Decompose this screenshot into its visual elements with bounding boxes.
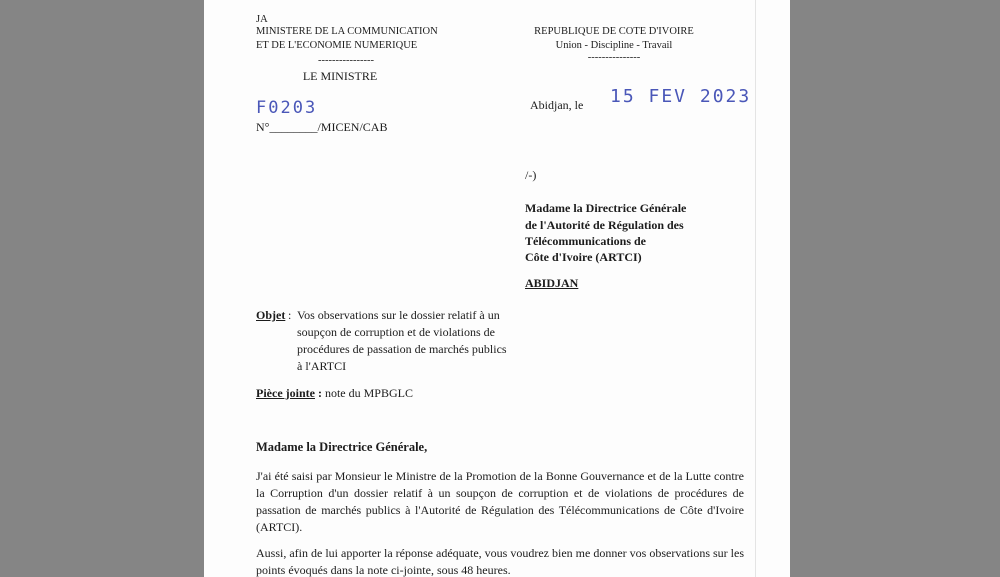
initials: JA [256, 14, 268, 25]
date-place: Abidjan, le [530, 98, 584, 112]
attachment-colon: : [314, 386, 322, 400]
subject-line-2: soupçon de corruption et de violations de [297, 325, 495, 339]
republic-motto: Union - Discipline - Travail [555, 40, 673, 51]
header-right-divider: --------------- [587, 52, 641, 63]
letter-page [204, 0, 790, 577]
addressee-line-2: de l'Autorité de Régulation des [525, 218, 684, 232]
subject-colon: : [288, 308, 292, 322]
reference-line: N°________/MICEN/CAB [256, 120, 388, 134]
header-left-divider: ---------------- [318, 55, 374, 66]
subject-line-3: procédures de passation de marchés publics [297, 342, 507, 356]
reference-stamp: F0203 [256, 98, 318, 118]
addressee-line-4: Côte d'Ivoire (ARTCI) [525, 250, 642, 264]
minister-title: LE MINISTRE [302, 69, 378, 83]
attachment-line [256, 386, 413, 401]
republic-name: REPUBLIQUE DE COTE D'IVOIRE [534, 26, 694, 37]
attachment-label: Pièce jointe [256, 386, 315, 400]
salutation: Madame la Directrice Générale, [256, 440, 428, 454]
subject-line-1: Vos observations sur le dossier relatif à un [297, 308, 500, 322]
addressee-line-1: Madame la Directrice Générale [525, 201, 687, 215]
addressee-line-3: Télécommunications de [525, 234, 646, 248]
ministry-line-1: MINISTERE DE LA COMMUNICATION [256, 26, 438, 37]
date-stamp: 15 FEV 2023 [610, 86, 752, 107]
addressee-city: ABIDJAN [525, 276, 579, 290]
subject-line-4: à l'ARTCI [297, 359, 347, 373]
body-paragraph-1: J'ai été saisi par Monsieur le Ministre de la Promotion de la Bonne Gouvernance et de la Lutte contre la Corruption d'un dossier relatif à un soupçon de corruption et de violations de procédures de passation de marchés publics à l'Autorité de Régulation des Télécommunications de Côte d'Ivoire (ARTCI). [256, 469, 744, 534]
addressee-mark: /-) [525, 168, 537, 182]
subject-label: Objet [256, 308, 286, 322]
body-paragraph-2: Aussi, afin de lui apporter la réponse adéquate, vous voudrez bien me donner vos observations sur les points évoqués dans la note ci-jointe, sous 48 heures. [256, 546, 744, 577]
ministry-line-2: ET DE L'ECONOMIE NUMERIQUE [256, 40, 418, 51]
attachment-value: note du MPBGLC [324, 386, 413, 400]
